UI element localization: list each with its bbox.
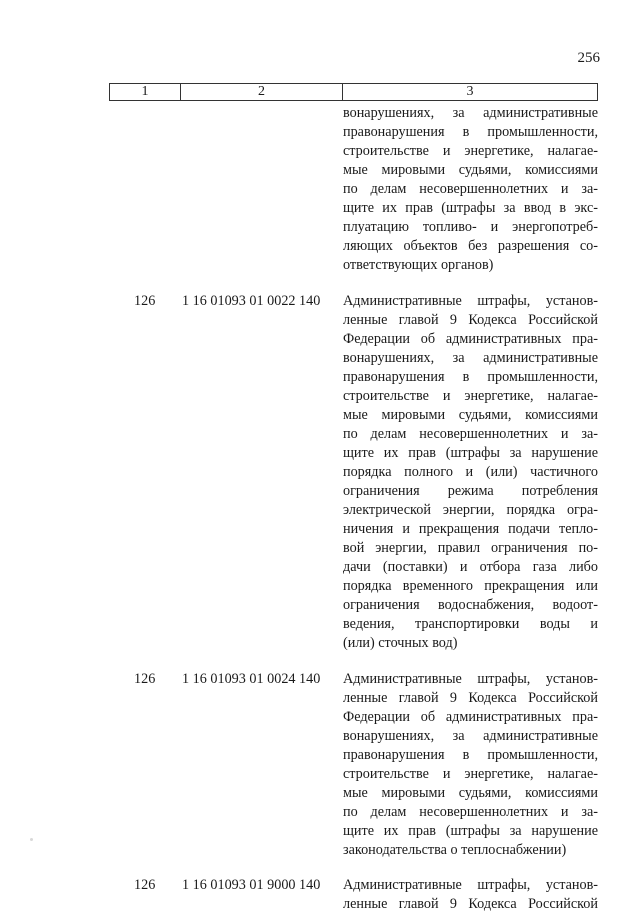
row-description (343, 104, 598, 275)
description-line: ленные главой 9 Кодекса Российской (343, 690, 598, 706)
description-line: электрической энергии, порядка огра- (343, 502, 598, 518)
page-number: 256 (577, 50, 600, 66)
description-line: по делам несовершеннолетних и за- (343, 181, 598, 197)
description-line: ответствующих органов) (343, 257, 494, 273)
description-line: ведения, транспортировки воды и (343, 616, 598, 632)
description-line: Административные штрафы, установ- (343, 293, 598, 309)
description-line: по делам несовершеннолетних и за- (343, 426, 598, 442)
description-line: (или) сточных вод) (343, 635, 458, 651)
table-row (109, 292, 598, 653)
description-line: строительстве и энергетике, налагае- (343, 143, 598, 159)
description-line: законодательства о теплоснабжении) (343, 842, 567, 858)
description-line: Административные штрафы, установ- (343, 671, 598, 687)
description-line: правонарушения в промышленности, (343, 747, 598, 763)
description-line: ничения и прекращения подачи тепло- (343, 521, 598, 537)
budget-code: 1 16 01093 01 0024 140 (182, 671, 321, 687)
description-line: плуатацию топливо- и энергопотреб- (343, 219, 598, 235)
header-col-3: 3 (466, 84, 474, 99)
row-index (109, 104, 180, 275)
row-description (343, 876, 598, 914)
description-line: строительстве и энергетике, налагае- (343, 388, 598, 404)
description-line: дачи (поставки) и отбора газа либо (343, 559, 598, 575)
table-row (109, 104, 598, 275)
description-line: вонарушениях, за административные (343, 728, 598, 744)
table-header-row (109, 83, 598, 101)
description-line: ограничения водоснабжения, водоот- (343, 597, 598, 613)
description-line: ляющих объектов без разрешения со- (343, 238, 598, 254)
scan-speck (30, 838, 33, 841)
description-line: щите их прав (штрафы за ввод в экс- (343, 200, 598, 216)
description-line: щите их прав (штрафы за нарушение (343, 823, 598, 839)
description-line: Административные штрафы, установ- (343, 877, 598, 893)
row-description (343, 670, 598, 860)
description-line: вонарушениях, за административные (343, 105, 598, 121)
description-line: по делам несовершеннолетних и за- (343, 804, 598, 820)
description-line: мые мировыми судьями, комиссиями (343, 162, 598, 178)
header-col-1: 1 (110, 84, 181, 100)
table-row (109, 670, 598, 860)
description-line: порядка полного и (или) частичного (343, 464, 598, 480)
description-line: ограничения режима потребления (343, 483, 598, 499)
row-index: 126 (134, 293, 156, 309)
description-line: мые мировыми судьями, комиссиями (343, 785, 598, 801)
budget-code (180, 104, 343, 275)
table-body (109, 104, 598, 914)
row-description (343, 292, 598, 653)
description-line: Федерации об административных пра- (343, 331, 598, 347)
description-line: мые мировыми судьями, комиссиями (343, 407, 598, 423)
description-line: правонарушения в промышленности, (343, 124, 598, 140)
budget-code: 1 16 01093 01 9000 140 (182, 877, 321, 893)
table-row (109, 876, 598, 914)
header-col-2: 2 (181, 84, 343, 100)
description-line: правонарушения в промышленности, (343, 369, 598, 385)
description-line: вонарушениях, за административные (343, 350, 598, 366)
description-line: строительстве и энергетике, налагае- (343, 766, 598, 782)
row-index: 126 (134, 671, 156, 687)
description-line: щите их прав (штрафы за нарушение (343, 445, 598, 461)
description-line: Федерации об административных пра- (343, 709, 598, 725)
budget-code: 1 16 01093 01 0022 140 (182, 293, 321, 309)
description-line: порядка временного прекращения или (343, 578, 598, 594)
row-index: 126 (134, 877, 156, 893)
description-line: ленные главой 9 Кодекса Российской (343, 896, 598, 912)
description-line: вой энергии, правил ограничения по- (343, 540, 598, 556)
description-line: ленные главой 9 Кодекса Российской (343, 312, 598, 328)
